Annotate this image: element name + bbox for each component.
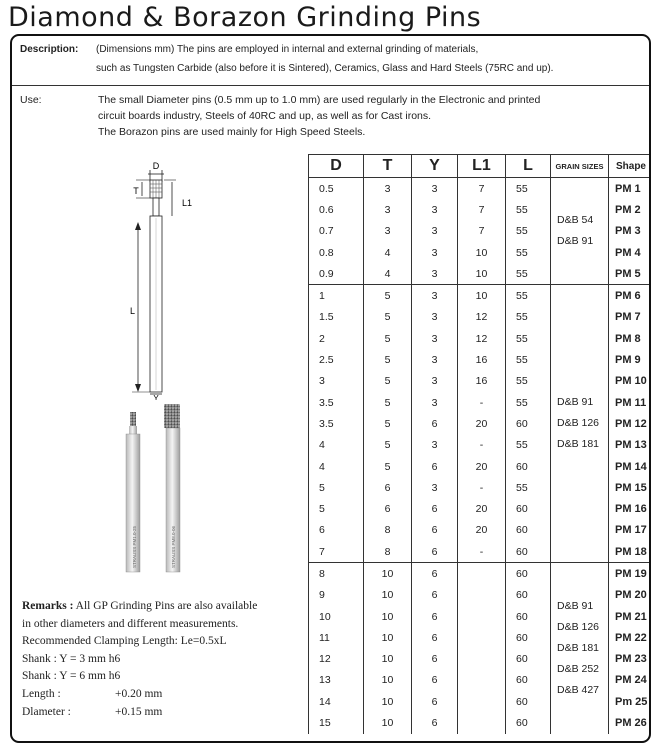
cell-d: 4	[309, 435, 364, 456]
cell-l1: 7	[458, 221, 506, 242]
cell-l: 60	[506, 413, 551, 434]
description-text	[96, 40, 651, 78]
cell-shape: PM 19	[609, 563, 652, 585]
grain-sizes-cell	[551, 563, 609, 734]
cell-y: 3	[412, 221, 458, 242]
cell-y: 3	[412, 435, 458, 456]
cell-l1: 7	[458, 178, 506, 200]
header-l: L	[506, 155, 551, 178]
cell-t: 8	[364, 520, 412, 541]
cell-l: 55	[506, 477, 551, 498]
grain-size-value: D&B 427	[557, 684, 600, 697]
cell-t: 5	[364, 413, 412, 434]
cell-l: 55	[506, 221, 551, 242]
cell-d: 5	[309, 498, 364, 519]
cell-shape: PM 4	[609, 242, 652, 263]
length-tolerance-label: Length :	[22, 687, 61, 700]
cell-t: 8	[364, 541, 412, 563]
header-d: D	[309, 155, 364, 178]
cell-y: 3	[412, 285, 458, 307]
cell-l1: 12	[458, 328, 506, 349]
cell-shape: PM 23	[609, 649, 652, 670]
dimensions-table-wrap	[308, 154, 651, 743]
cell-d: 11	[309, 627, 364, 648]
cell-t: 5	[364, 285, 412, 307]
cell-d: 1.5	[309, 307, 364, 328]
cell-y: 6	[412, 585, 458, 606]
small-pin-engraving: STRAUSS PM1.0-25	[132, 525, 137, 568]
illustration-panel	[12, 154, 308, 743]
remarks-text-1: All GP Grinding Pins are also available	[75, 600, 258, 612]
cell-l1	[458, 670, 506, 691]
remarks-text-2: in other diameters and different measurements.	[22, 617, 239, 630]
cell-d: 2.5	[309, 349, 364, 370]
diagram-label-d: D	[152, 161, 160, 171]
cell-t: 5	[364, 307, 412, 328]
cell-shape: PM 8	[609, 328, 652, 349]
cell-l1: 12	[458, 307, 506, 328]
cell-y: 6	[412, 606, 458, 627]
cell-y: 3	[412, 199, 458, 220]
catalog-frame	[10, 34, 651, 743]
cell-l: 60	[506, 670, 551, 691]
table-row	[309, 563, 652, 585]
header-l1: L1	[458, 155, 506, 178]
cell-y: 6	[412, 691, 458, 712]
cell-d: 0.5	[309, 178, 364, 200]
remarks-clamping: Recommended Clamping Length: Le=0.5xL	[22, 635, 227, 648]
cell-l1: -	[458, 435, 506, 456]
cell-t: 10	[364, 563, 412, 585]
cell-l: 55	[506, 199, 551, 220]
cell-l: 60	[506, 606, 551, 627]
cell-shape: PM 11	[609, 392, 652, 413]
cell-l: 55	[506, 307, 551, 328]
table-row	[309, 285, 652, 307]
cell-d: 1	[309, 285, 364, 307]
use-line-2: circuit boards industry, Steels of 40RC and up, as well as for Cast irons.	[98, 110, 432, 122]
cell-t: 10	[364, 585, 412, 606]
cell-y: 6	[412, 456, 458, 477]
cell-l1: 20	[458, 498, 506, 519]
cell-shape: PM 2	[609, 199, 652, 220]
cell-d: 0.8	[309, 242, 364, 263]
cell-shape: PM 1	[609, 178, 652, 200]
cell-shape: PM 15	[609, 477, 652, 498]
header-shape: Shape	[609, 155, 652, 178]
cell-t: 3	[364, 199, 412, 220]
cell-l1: 20	[458, 456, 506, 477]
cell-l: 60	[506, 649, 551, 670]
cell-d: 3	[309, 371, 364, 392]
cell-d: 2	[309, 328, 364, 349]
cell-y: 3	[412, 349, 458, 370]
cell-y: 3	[412, 477, 458, 498]
cell-y: 6	[412, 670, 458, 691]
cell-d: 10	[309, 606, 364, 627]
cell-l: 60	[506, 498, 551, 519]
grain-size-value: D&B 126	[557, 417, 600, 430]
cell-l: 55	[506, 285, 551, 307]
large-pin-photo	[164, 404, 180, 572]
cell-d: 12	[309, 649, 364, 670]
grain-size-value: D&B 54	[557, 214, 594, 227]
cell-d: 4	[309, 456, 364, 477]
cell-t: 10	[364, 691, 412, 712]
cell-shape: Pm 25	[609, 691, 652, 712]
cell-l: 60	[506, 541, 551, 563]
cell-l1	[458, 649, 506, 670]
cell-l: 60	[506, 456, 551, 477]
cell-y: 6	[412, 541, 458, 563]
cell-l: 60	[506, 563, 551, 585]
cell-shape: PM 18	[609, 541, 652, 563]
cell-l1: -	[458, 392, 506, 413]
cell-d: 0.9	[309, 263, 364, 285]
use-section	[12, 86, 649, 154]
cell-t: 10	[364, 649, 412, 670]
cell-y: 3	[412, 371, 458, 392]
cell-l1	[458, 563, 506, 585]
diagram-label-l: L	[130, 306, 136, 316]
cell-d: 5	[309, 477, 364, 498]
grain-size-value: D&B 91	[557, 600, 594, 613]
cell-t: 6	[364, 477, 412, 498]
pin-dimension-diagram	[92, 160, 212, 400]
cell-shape: PM 14	[609, 456, 652, 477]
cell-d: 9	[309, 585, 364, 606]
grain-size-value: D&B 126	[557, 621, 600, 634]
cell-l: 55	[506, 392, 551, 413]
header-t: T	[364, 155, 412, 178]
cell-shape: PM 16	[609, 498, 652, 519]
cell-t: 4	[364, 242, 412, 263]
remarks-section	[22, 598, 306, 721]
description-label: Description:	[20, 44, 79, 55]
cell-d: 3.5	[309, 392, 364, 413]
cell-t: 6	[364, 498, 412, 519]
page-title: Diamond & Borazon Grinding Pins	[8, 2, 482, 33]
cell-d: 0.7	[309, 221, 364, 242]
cell-l1: 10	[458, 263, 506, 285]
cell-d: 8	[309, 563, 364, 585]
header-grain-sizes: GRAIN SIZES	[551, 155, 609, 178]
cell-l: 55	[506, 242, 551, 263]
cell-l1	[458, 712, 506, 733]
cell-shape: PM 17	[609, 520, 652, 541]
cell-d: 3.5	[309, 413, 364, 434]
cell-l: 55	[506, 371, 551, 392]
cell-d: 6	[309, 520, 364, 541]
cell-y: 6	[412, 627, 458, 648]
cell-shape: PM 6	[609, 285, 652, 307]
grain-size-value: D&B 91	[557, 396, 594, 409]
cell-l1: 20	[458, 413, 506, 434]
cell-l1: 20	[458, 520, 506, 541]
cell-t: 5	[364, 435, 412, 456]
grain-size-value: D&B 181	[557, 438, 600, 451]
cell-t: 5	[364, 371, 412, 392]
grain-sizes-cell	[551, 178, 609, 285]
cell-t: 10	[364, 627, 412, 648]
diagram-label-l1: L1	[182, 198, 193, 208]
cell-l1	[458, 691, 506, 712]
cell-d: 7	[309, 541, 364, 563]
cell-l1: 10	[458, 242, 506, 263]
cell-l: 60	[506, 585, 551, 606]
cell-l1: 16	[458, 349, 506, 370]
cell-y: 6	[412, 498, 458, 519]
cell-y: 6	[412, 413, 458, 434]
grain-sizes-cell	[551, 285, 609, 563]
cell-t: 3	[364, 178, 412, 200]
use-label: Use:	[20, 94, 42, 106]
cell-y: 3	[412, 242, 458, 263]
cell-t: 3	[364, 221, 412, 242]
cell-t: 10	[364, 606, 412, 627]
table-body	[309, 178, 652, 734]
cell-l: 60	[506, 691, 551, 712]
cell-l1: -	[458, 541, 506, 563]
cell-l: 55	[506, 178, 551, 200]
table-row	[309, 178, 652, 200]
cell-shape: PM 10	[609, 371, 652, 392]
diameter-tolerance-value: +0.15 mm	[115, 705, 163, 718]
header-y: Y	[412, 155, 458, 178]
cell-shape: PM 22	[609, 627, 652, 648]
use-line-3: The Borazon pins are used mainly for High Speed Steels.	[98, 126, 366, 138]
cell-t: 4	[364, 263, 412, 285]
length-tolerance-value: +0.20 mm	[115, 687, 163, 700]
cell-shape: PM 21	[609, 606, 652, 627]
cell-t: 5	[364, 392, 412, 413]
grain-size-value: D&B 181	[557, 642, 600, 655]
cell-shape: PM 3	[609, 221, 652, 242]
use-line-1: The small Diameter pins (0.5 mm up to 1.0 mm) are used regularly in the Electronic and printed	[98, 94, 541, 106]
use-text	[98, 92, 648, 140]
cell-t: 5	[364, 349, 412, 370]
cell-shape: PM 7	[609, 307, 652, 328]
remarks-heading: Remarks :	[22, 600, 74, 612]
cell-d: 14	[309, 691, 364, 712]
cell-shape: PM 9	[609, 349, 652, 370]
cell-l1: -	[458, 477, 506, 498]
cell-shape: PM 12	[609, 413, 652, 434]
grain-size-value: D&B 252	[557, 663, 600, 676]
description-line-2: such as Tungsten Carbide (also before it is Sintered), Ceramics, Glass and Hard Steels (75RC and up).	[96, 63, 554, 74]
diagram-label-t: T	[133, 186, 139, 196]
cell-l1	[458, 606, 506, 627]
large-pin-engraving: STRAUSS PM8.0-06	[171, 525, 176, 568]
cell-l1: 10	[458, 285, 506, 307]
dimensions-table	[308, 154, 651, 734]
description-section	[12, 36, 649, 86]
cell-y: 6	[412, 649, 458, 670]
cell-shape: PM 5	[609, 263, 652, 285]
cell-t: 10	[364, 670, 412, 691]
grain-size-value: D&B 91	[557, 235, 594, 248]
cell-y: 3	[412, 178, 458, 200]
cell-shape: PM 24	[609, 670, 652, 691]
cell-y: 3	[412, 263, 458, 285]
cell-l: 55	[506, 263, 551, 285]
cell-l1	[458, 627, 506, 648]
diameter-tolerance-label: Dlameter :	[22, 705, 71, 718]
cell-l: 55	[506, 435, 551, 456]
cell-l: 60	[506, 627, 551, 648]
description-line-1: (Dimensions mm) The pins are employed in internal and external grinding of materials,	[96, 44, 479, 55]
cell-shape: PM 20	[609, 585, 652, 606]
cell-y: 6	[412, 563, 458, 585]
remarks-shank-3: Shank : Y = 3 mm h6	[22, 652, 121, 665]
cell-d: 15	[309, 712, 364, 733]
cell-l1	[458, 585, 506, 606]
cell-y: 6	[412, 520, 458, 541]
cell-shape: PM 26	[609, 712, 652, 733]
cell-l: 60	[506, 712, 551, 733]
cell-y: 6	[412, 712, 458, 733]
cell-l: 55	[506, 328, 551, 349]
cell-shape: PM 13	[609, 435, 652, 456]
cell-d: 13	[309, 670, 364, 691]
cell-l1: 16	[458, 371, 506, 392]
cell-y: 3	[412, 328, 458, 349]
cell-l: 55	[506, 349, 551, 370]
pin-product-photos	[112, 404, 192, 584]
cell-d: 0.6	[309, 199, 364, 220]
cell-y: 3	[412, 392, 458, 413]
diagram-label-y: Y	[153, 394, 159, 400]
table-header-row	[309, 155, 652, 178]
cell-t: 10	[364, 712, 412, 733]
remarks-shank-6: Shank : Y = 6 mm h6	[22, 670, 121, 683]
small-pin-photo	[126, 412, 140, 572]
cell-l: 60	[506, 520, 551, 541]
cell-t: 5	[364, 328, 412, 349]
cell-y: 3	[412, 307, 458, 328]
cell-t: 5	[364, 456, 412, 477]
cell-l1: 7	[458, 199, 506, 220]
